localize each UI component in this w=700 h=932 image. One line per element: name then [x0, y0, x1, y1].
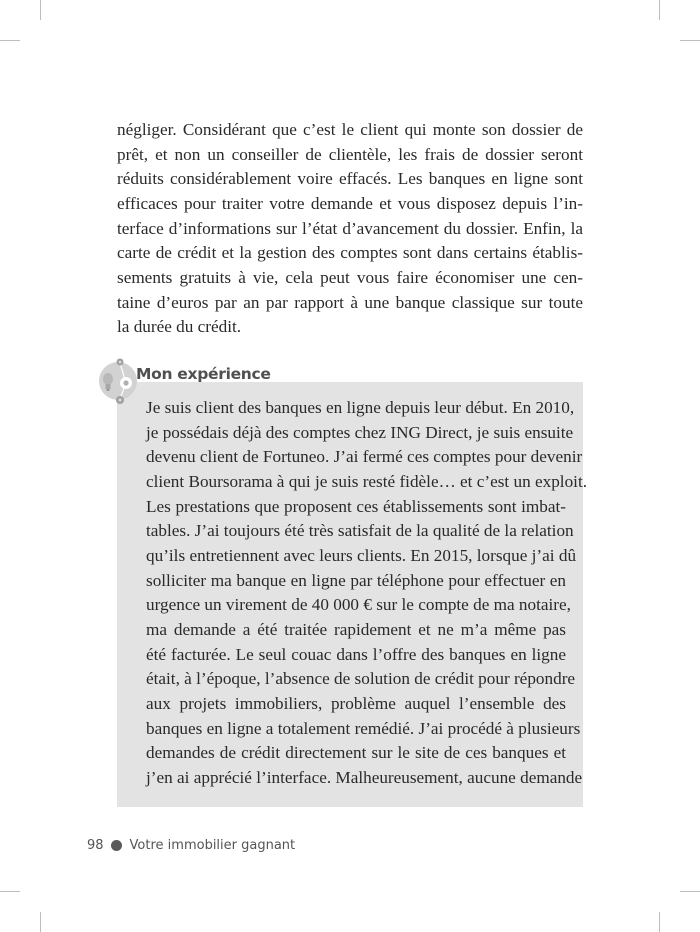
page-footer — [87, 838, 295, 853]
paragraph-line: terface d’informations sur l’état d’avancement du dossier. Enfin, la — [117, 218, 583, 238]
paragraph-line: efficaces pour traiter votre demande et vous disposez depuis l’in- — [117, 193, 583, 213]
paragraph-line: carte de crédit et la gestion des comptes sont dans certains établis- — [117, 243, 583, 263]
paragraph-line: sements gratuits à vie, cela peut vous faire économiser une cen- — [117, 267, 583, 287]
experience-line: urgence un virement de 40 000 € sur le compte de ma notaire, — [146, 595, 571, 615]
bullet-dot-icon — [111, 840, 122, 851]
paragraph-line: réduits considérablement voire effacés. Les banques en ligne sont — [117, 169, 583, 189]
paragraph-line: la durée du crédit. — [117, 317, 242, 337]
experience-line: client Boursorama à qui je suis resté fidèle… et c’est un exploit. — [146, 471, 588, 491]
book-title: Votre immobilier gagnant — [129, 838, 296, 853]
experience-line: ma demande a été traitée rapidement et ne m’a même pas — [146, 619, 566, 639]
experience-line: solliciter ma banque en ligne par téléphone pour effectuer en — [146, 570, 566, 590]
crop-mark-bottom-right-vertical — [659, 912, 660, 932]
crop-mark-top-left-horizontal — [0, 40, 20, 41]
experience-line: était, à l’époque, l’absence de solution de crédit pour répondre — [146, 669, 576, 689]
paragraph-line: négliger. Considérant que c’est le client qui monte son dossier de — [117, 120, 583, 139]
paragraph-line: taine d’euros par an par rapport à une banque classique sur toute — [117, 292, 583, 312]
experience-line: j’en ai apprécié l’interface. Malheureusement, aucune demande — [146, 767, 583, 787]
crop-mark-top-right-vertical — [659, 0, 660, 20]
experience-line: banques en ligne a totalement remédié. J’ai procédé à plusieurs — [146, 718, 581, 738]
experience-line: aux projets immobiliers, problème auquel l’ensemble des — [146, 693, 566, 713]
experience-line: demandes de crédit directement sur le site de ces banques et — [146, 743, 566, 763]
experience-line: tables. J’ai toujours été très satisfait de la qualité de la relation — [146, 521, 574, 541]
crop-mark-bottom-right-horizontal — [680, 891, 700, 892]
experience-line: Je suis client des banques en ligne depuis leur début. En 2010, — [146, 398, 575, 417]
experience-line: qu’ils entretiennent avec leurs clients. En 2015, lorsque j’ai dû — [146, 545, 577, 565]
crop-mark-top-left-vertical — [40, 0, 41, 20]
experience-text — [146, 396, 588, 791]
experience-line: je possédais déjà des comptes chez ING Direct, je suis ensuite — [146, 422, 574, 442]
crop-mark-bottom-left-horizontal — [0, 891, 20, 892]
paragraph-line: prêt, et non un conseiller de clientèle, les frais de dossier seront — [117, 144, 583, 164]
experience-line: Les prestations que proposent ces établissements sont imbat- — [146, 496, 566, 516]
crop-mark-top-right-horizontal — [680, 40, 700, 41]
experience-heading: Mon expérience — [136, 365, 271, 383]
experience-line: devenu client de Fortuneo. J’ai fermé ces comptes pour devenir — [146, 447, 583, 467]
crop-mark-bottom-left-vertical — [40, 912, 41, 932]
page-number: 98 — [87, 838, 104, 853]
experience-line: été facturée. Le seul couac dans l’offre des banques en ligne — [146, 644, 566, 664]
main-paragraph — [117, 118, 583, 340]
